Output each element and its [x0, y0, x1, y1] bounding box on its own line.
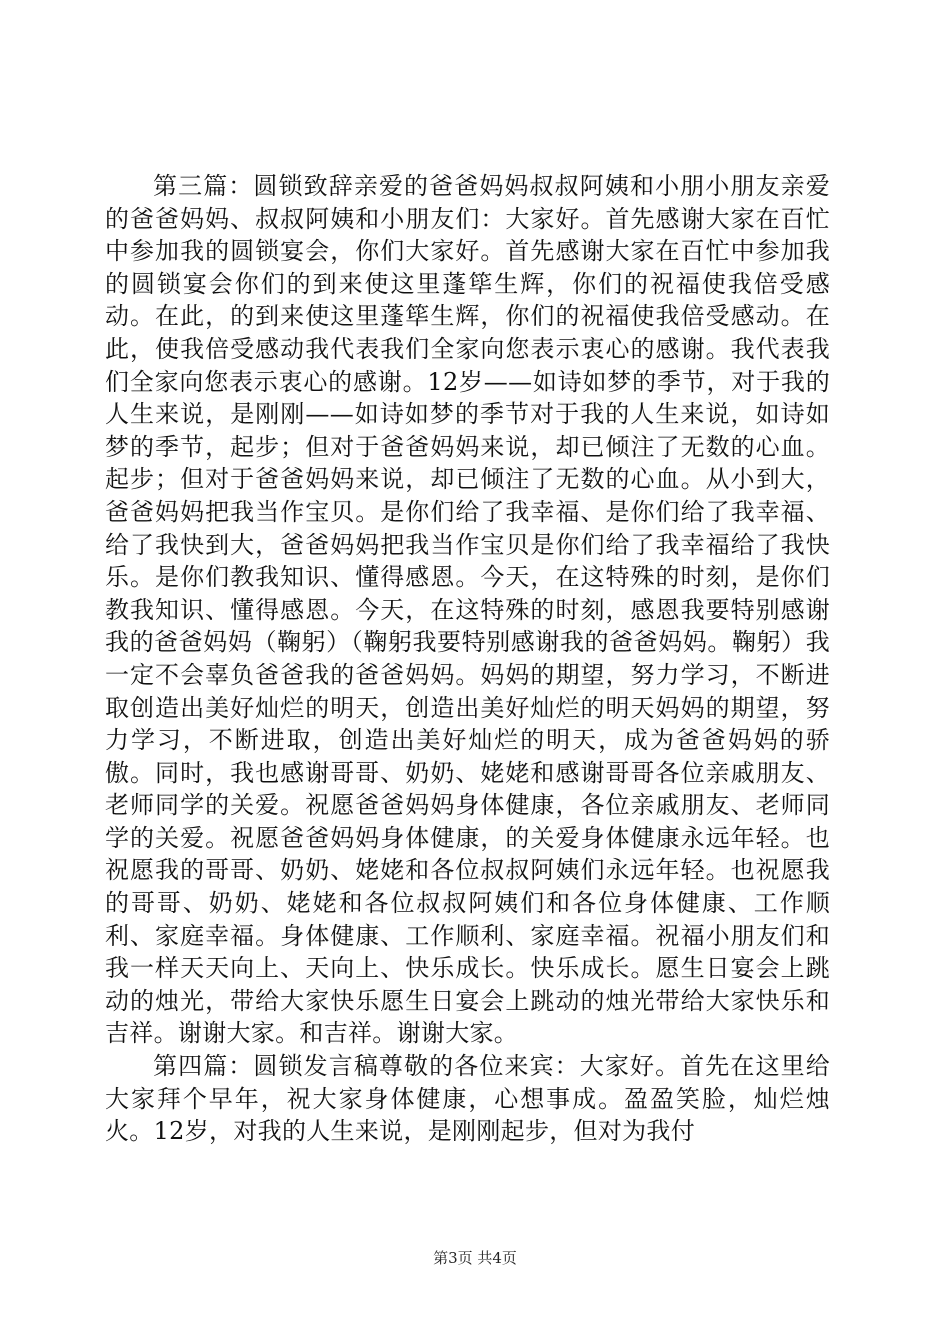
document-body [105, 170, 830, 1148]
paragraph-part-three: 第三篇：圆锁致辞亲爱的爸爸妈妈叔叔阿姨和小朋小朋友亲爱的爸爸妈妈、叔叔阿姨和小朋友们：大家好。首先感谢大家在百忙中参加我的圆锁宴会，你们大家好。首先感谢大家在百忙中参加我的圆锁宴会你们的到来使这里蓬筚生辉，你们的祝福使我倍受感动。在此，的到来使这里蓬筚生辉，你们的祝福使我倍受感动。在此，使我倍受感动我代表我们全家向您表示衷心的感谢。我代表我们全家向您表示衷心的感谢。12岁——如诗如梦的季节，对于我的人生来说，是刚刚——如诗如梦的季节对于我的人生来说，如诗如梦的季节，起步；但对于爸爸妈妈来说，却已倾注了无数的心血。起步；但对于爸爸妈妈来说，却已倾注了无数的心血。从小到大，爸爸妈妈把我当作宝贝。是你们给了我幸福、是你们给了我幸福、给了我快到大，爸爸妈妈把我当作宝贝是你们给了我幸福给了我快乐。是你们教我知识、懂得感恩。今天，在这特殊的时刻，是你们教我知识、懂得感恩。今天，在这特殊的时刻，感恩我要特别感谢我的爸爸妈妈（鞠躬）（鞠躬我要特别感谢我的爸爸妈妈。鞠躬）我一定不会辜负爸爸我的爸爸妈妈。妈妈的期望，努力学习，不断进取创造出美好灿烂的明天，创造出美好灿烂的明天妈妈的期望，努力学习，不断进取，创造出美好灿烂的明天，成为爸爸妈妈的骄傲。同时，我也感谢哥哥、奶奶、姥姥和感谢哥哥各位亲戚朋友、老师同学的关爱。祝愿爸爸妈妈身体健康，各位亲戚朋友、老师同学的关爱。祝愿爸爸妈妈身体健康，的关爱身体健康永远年轻。也祝愿我的哥哥、奶奶、姥姥和各位叔叔阿姨们永远年轻。也祝愿我的哥哥、奶奶、姥姥和各位叔叔阿姨们和各位身体健康、工作顺利、家庭幸福。身体健康、工作顺利、家庭幸福。祝福小朋友们和我一样天天向上、天向上、快乐成长。快乐成长。愿生日宴会上跳动的烛光，带给大家快乐愿生日宴会上跳动的烛光带给大家快乐和吉祥。谢谢大家。和吉祥。谢谢大家。 [105, 172, 830, 1048]
page-footer [0, 1247, 950, 1268]
page-number: 第3页 共4页 [433, 1249, 517, 1267]
paragraph-part-four: 第四篇：圆锁发言稿尊敬的各位来宾：大家好。首先在这里给大家拜个早年，祝大家身体健康，心想事成。盈盈笑脸，灿烂烛火。12岁，对我的人生来说，是刚刚起步，但对为我付 [105, 1052, 830, 1146]
